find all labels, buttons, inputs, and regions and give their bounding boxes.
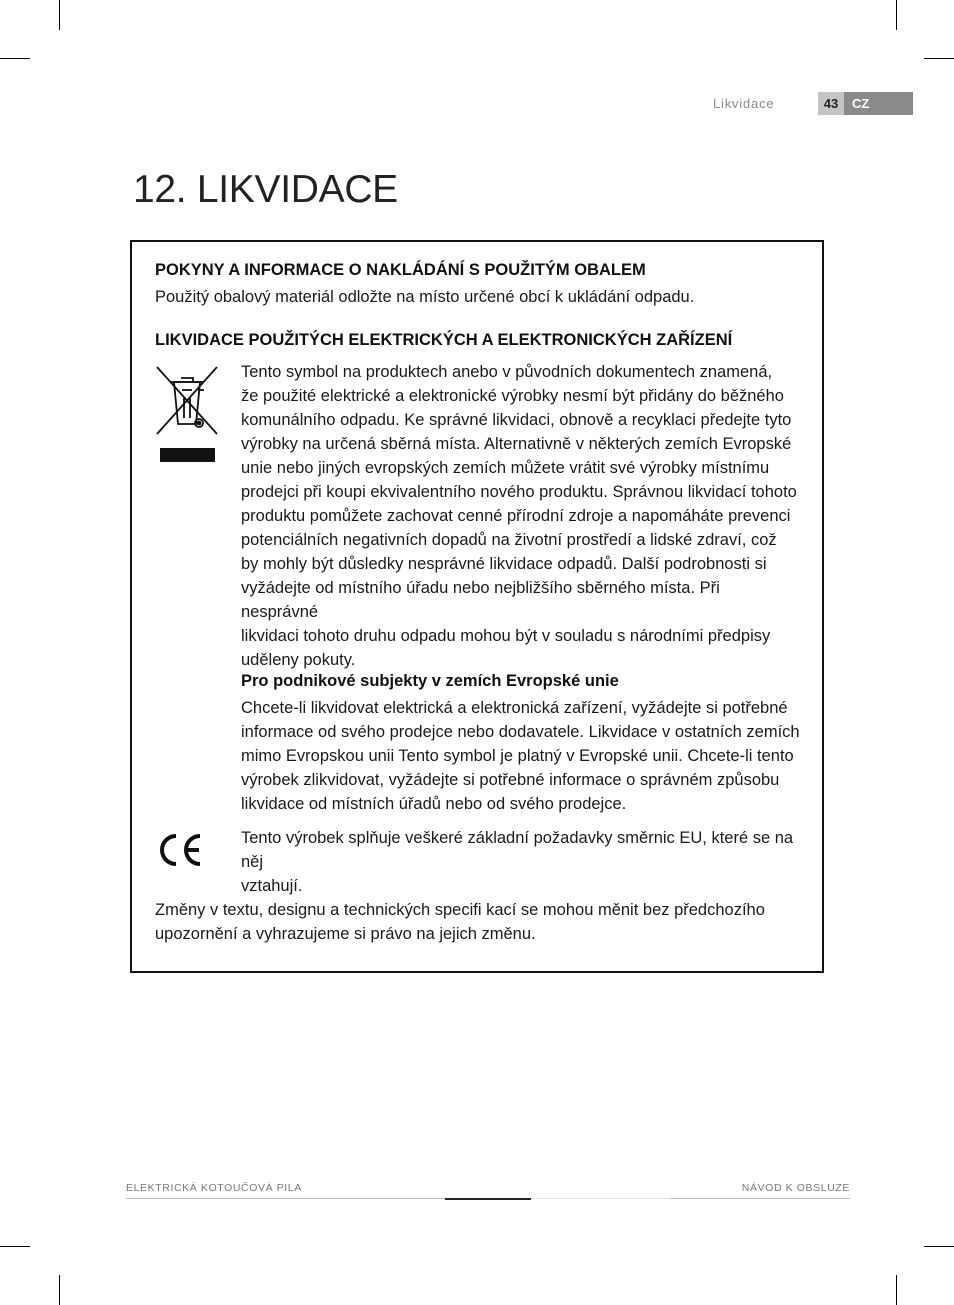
ce-line: Tento výrobek splňuje veškeré základní požadavky směrnic EU, které se na něj — [241, 829, 794, 871]
weee-line: uděleny pokuty. — [241, 651, 356, 669]
weee-heading: LIKVIDACE POUŽITÝCH ELEKTRICKÝCH A ELEKTRONICKÝCH ZAŘÍZENÍ — [155, 331, 733, 349]
crop-mark — [896, 0, 897, 30]
crop-mark — [896, 1275, 897, 1305]
weee-line: vyžádejte od místního úřadu nebo nejbližšího sběrného místa. Při nesprávné — [241, 579, 720, 621]
packaging-heading: POKYNY A INFORMACE O NAKLÁDÁNÍ S POUŽITÝM OBALEM — [155, 261, 646, 279]
chapter-title: 12. LIKVIDACE — [133, 168, 398, 211]
footer-rule-accent — [445, 1198, 531, 1200]
disposal-box — [130, 240, 824, 973]
business-line: Chcete-li likvidovat elektrická a elektronická zařízení, vyžádejte si potřebné — [241, 699, 788, 717]
changes-line: upozornění a vyhrazujeme si právo na jejich změnu. — [155, 925, 536, 943]
weee-line: unie nebo jiných evropských zemích můžete vrátit své výrobky místnímu — [241, 459, 770, 477]
weee-line: výrobky na určená sběrná místa. Alternativně v některých zemích Evropské — [241, 435, 792, 453]
language-code: CZ — [844, 92, 913, 115]
ce-mark-icon — [155, 832, 205, 868]
weee-line: že použité elektrické a elektronické výrobky nesmí být přidány do běžného — [241, 387, 784, 405]
crop-mark — [924, 58, 954, 59]
footer-product-name: ELEKTRICKÁ KOTOUČOVÁ PILA — [126, 1182, 302, 1194]
business-line: likvidace od místních úřadů nebo od svého prodejce. — [241, 795, 627, 813]
business-line: výrobek zlikvidovat, vyžádejte si potřebné informace o správném způsobu — [241, 771, 780, 789]
ce-text — [241, 826, 801, 898]
running-header: Likvidace — [713, 96, 775, 111]
packaging-text: Použitý obalový materiál odložte na místo určené obcí k ukládání odpadu. — [155, 288, 695, 306]
weee-line: prodejci při koupi ekvivalentního nového produktu. Správnou likvidací tohoto — [241, 483, 797, 501]
page-number: 43 — [818, 92, 844, 115]
crossed-out-wheelie-bin-icon — [154, 364, 220, 464]
weee-line: likvidaci tohoto druhu odpadu mohou být v souladu s národními předpisy — [241, 627, 771, 645]
changes-line: Změny v textu, designu a technických specifi kací se mohou měnit bez předchozího — [155, 901, 765, 919]
crop-mark — [924, 1246, 954, 1247]
weee-line: komunálního odpadu. Ke správné likvidaci, obnově a recyklaci předejte tyto — [241, 411, 792, 429]
changes-text — [155, 898, 785, 946]
footer-rule-light — [531, 1198, 670, 1199]
page-tab — [818, 92, 913, 115]
ce-line: vztahují. — [241, 877, 303, 895]
crop-mark — [0, 58, 30, 59]
weee-line: potenciálních negativních dopadů na životní prostředí a lidské zdraví, což — [241, 531, 777, 549]
crop-mark — [0, 1246, 30, 1247]
crop-mark — [59, 1275, 60, 1305]
weee-line: Tento symbol na produktech anebo v původních dokumentech znamená, — [241, 363, 773, 381]
business-text — [241, 696, 801, 816]
footer-manual-label: NÁVOD K OBSLUZE — [741, 1182, 850, 1194]
weee-line: produktu pomůžete zachovat cenné přírodní zdroje a napomáháte prevenci — [241, 507, 791, 525]
business-line: informace od svého prodejce nebo dodavatele. Likvidace v ostatních zemích — [241, 723, 800, 741]
business-heading: Pro podnikové subjekty v zemích Evropské unie — [241, 672, 619, 690]
crop-mark — [59, 0, 60, 30]
business-line: mimo Evropskou unii Tento symbol je platný v Evropské unii. Chcete-li tento — [241, 747, 794, 765]
weee-text — [241, 360, 797, 672]
weee-line: by mohly být důsledky nesprávné likvidace odpadů. Další podrobnosti si — [241, 555, 767, 573]
